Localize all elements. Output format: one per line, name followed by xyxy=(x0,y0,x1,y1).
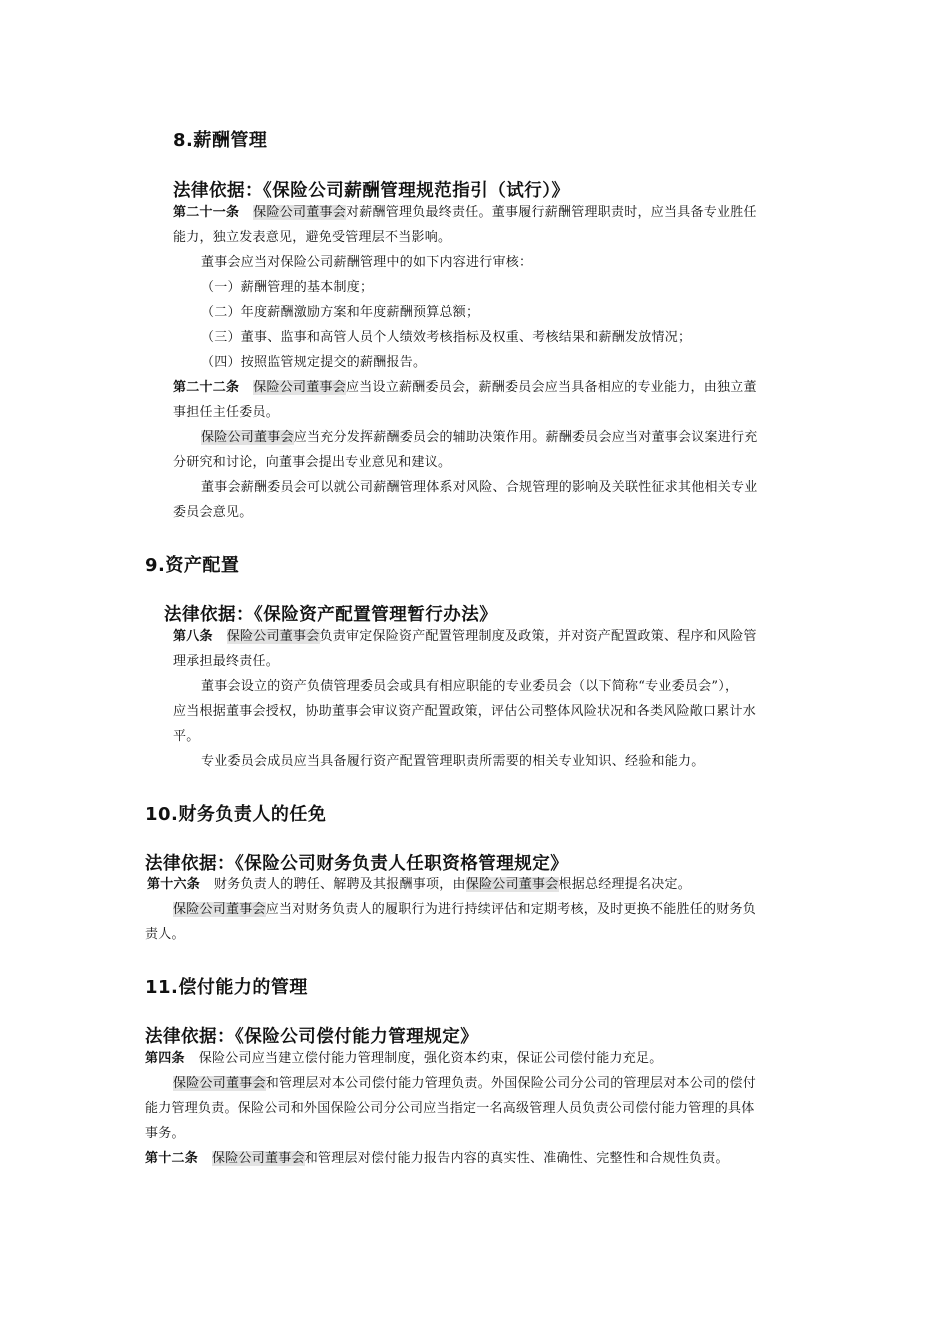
article-16 xyxy=(147,877,691,893)
paragraph-8-2-line-2: 分研究和讨论，向董事会提出专业意见和建议。 xyxy=(173,455,452,470)
highlight-board: 保险公司董事会 xyxy=(253,380,347,395)
list-item-1: （一）薪酬管理的基本制度； xyxy=(201,280,374,295)
paragraph-11-1-line-1 xyxy=(173,1076,756,1092)
highlight-board: 保险公司董事会 xyxy=(173,1076,266,1091)
text: 保险公司应当建立偿付能力管理制度，强化资本约束，保证公司偿付能力充足。 xyxy=(198,1051,663,1066)
highlight-board: 保险公司董事会 xyxy=(465,877,559,892)
article-22-line-2: 事担任主任委员。 xyxy=(173,405,280,420)
text: 和管理层对本公司偿付能力管理负责。外国保险公司分公司的管理层对本公司的偿付 xyxy=(265,1076,757,1091)
paragraph-8-2-line-1 xyxy=(201,430,758,446)
section-heading-10: 10.财务负责人的任免 xyxy=(145,804,327,825)
article-21-line-1 xyxy=(173,205,757,221)
legal-basis-9: 法律依据：《保险资产配置管理暂行办法》 xyxy=(164,605,498,625)
paragraph-10-1-line-1 xyxy=(173,902,756,918)
section-heading-8: 8.薪酬管理 xyxy=(173,130,268,151)
article-4 xyxy=(145,1051,663,1067)
paragraph-9-1-line-2: 应当根据董事会授权，协助董事会审议资产配置政策，评估公司整体风险状况和各类风险敞口累计水 xyxy=(173,704,757,719)
article-label: 第十二条 xyxy=(145,1151,199,1166)
review-paragraph: 董事会应当对保险公司薪酬管理中的如下内容进行审核： xyxy=(201,255,533,270)
article-label: 第二十一条 xyxy=(173,205,240,220)
paragraph-8-3-line-2: 委员会意见。 xyxy=(173,505,253,520)
paragraph-10-1-line-2: 责人。 xyxy=(145,927,185,942)
list-item-2: （二）年度薪酬激励方案和年度薪酬预算总额； xyxy=(201,305,480,320)
article-22-line-1 xyxy=(173,380,757,396)
text: 根据总经理提名决定。 xyxy=(558,877,692,892)
article-21-line-2: 能力，独立发表意见，避免受管理层不当影响。 xyxy=(173,230,452,245)
paragraph-9-1-line-3: 平。 xyxy=(173,729,200,744)
paragraph-9-2: 专业委员会成员应当具备履行资产配置管理职责所需要的相关专业知识、经验和能力。 xyxy=(201,754,705,769)
section-heading-11: 11.偿付能力的管理 xyxy=(145,977,308,998)
highlight-board: 保险公司董事会 xyxy=(226,629,320,644)
legal-basis-11: 法律依据：《保险公司偿付能力管理规定》 xyxy=(145,1027,479,1047)
highlight-board: 保险公司董事会 xyxy=(253,205,347,220)
legal-basis-10: 法律依据：《保险公司财务负责人任职资格管理规定》 xyxy=(145,854,569,874)
paragraph-11-1-line-3: 事务。 xyxy=(145,1126,185,1141)
highlight-board: 保险公司董事会 xyxy=(201,430,294,445)
text: 应当设立薪酬委员会，薪酬委员会应当具备相应的专业能力，由独立董 xyxy=(346,380,757,395)
text: 应当对财务负责人的履职行为进行持续评估和定期考核，及时更换不能胜任的财务负 xyxy=(265,902,757,917)
article-8-line-1 xyxy=(173,629,757,645)
article-8-line-2: 理承担最终责任。 xyxy=(173,654,280,669)
paragraph-11-1-line-2: 能力管理负责。保险公司和外国保险公司分公司应当指定一名高级管理人员负责公司偿付能力管理的具体 xyxy=(145,1101,755,1116)
article-label: 第四条 xyxy=(145,1051,185,1066)
section-heading-9: 9.资产配置 xyxy=(145,555,240,576)
text: 财务负责人的聘任、解聘及其报酬事项，由 xyxy=(214,877,466,892)
highlight-board: 保险公司董事会 xyxy=(212,1151,305,1166)
legal-basis-8: 法律依据：《保险公司薪酬管理规范指引（试行）》 xyxy=(173,181,570,201)
list-item-3: （三）董事、监事和高管人员个人绩效考核指标及权重、考核结果和薪酬发放情况； xyxy=(201,330,692,345)
article-label: 第十六条 xyxy=(147,877,201,892)
article-label: 第八条 xyxy=(173,629,213,644)
text: 和管理层对偿付能力报告内容的真实性、准确性、完整性和合规性负责。 xyxy=(304,1151,729,1166)
text: 负责审定保险资产配置管理制度及政策，并对资产配置政策、程序和风险管 xyxy=(319,629,757,644)
paragraph-9-1-line-1: 董事会设立的资产负债管理委员会或具有相应职能的专业委员会（以下简称“专业委员会”）， xyxy=(201,679,739,694)
article-12 xyxy=(145,1151,729,1167)
article-label: 第二十二条 xyxy=(173,380,240,395)
text: 对薪酬管理负最终责任。董事履行薪酬管理职责时，应当具备专业胜任 xyxy=(346,205,757,220)
list-item-4: （四）按照监管规定提交的薪酬报告。 xyxy=(201,355,427,370)
text: 应当充分发挥薪酬委员会的辅助决策作用。薪酬委员会应当对董事会议案进行充 xyxy=(293,430,758,445)
highlight-board: 保险公司董事会 xyxy=(173,902,266,917)
paragraph-8-3-line-1: 董事会薪酬委员会可以就公司薪酬管理体系对风险、合规管理的影响及关联性征求其他相关专业 xyxy=(201,480,758,495)
